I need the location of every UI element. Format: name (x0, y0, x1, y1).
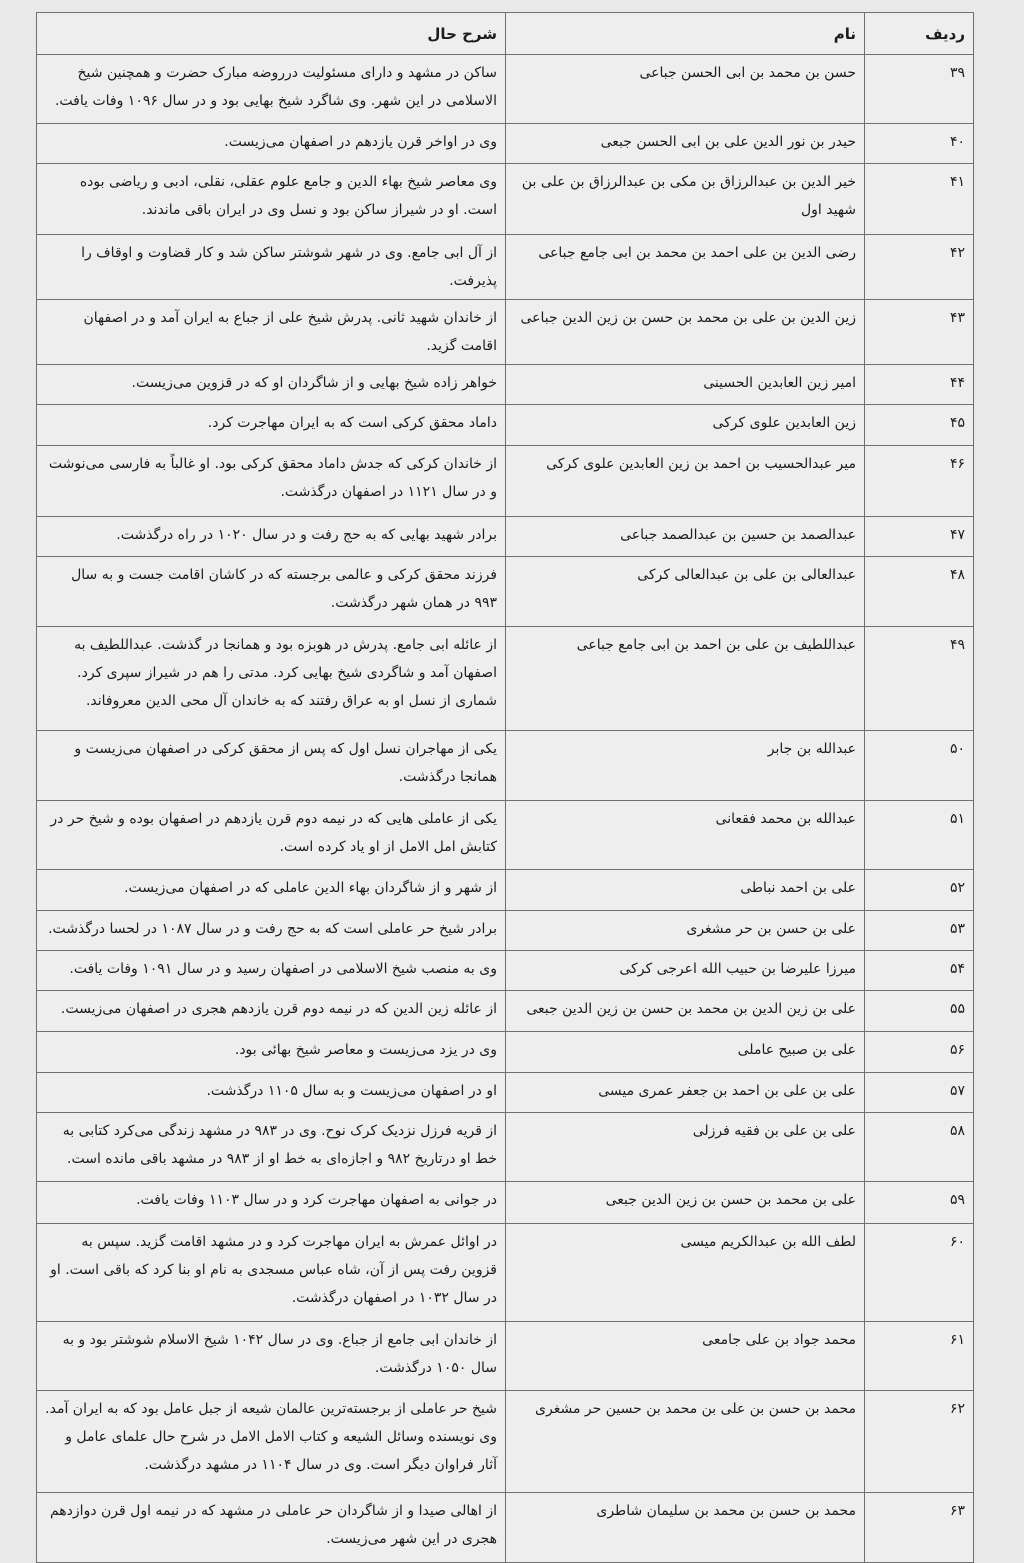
biography-text: از خاندان کرکی که جدش داماد محقق کرکی بود. او غالباً به فارسی می‌نوشت و در سال ۱۱۲۱ در اصفهان درگذشت. (37, 446, 506, 517)
row-number: ۴۴ (865, 365, 974, 405)
person-name: میرزا علیرضا بن حبیب الله اعرجی کرکی (506, 951, 865, 991)
table-row (37, 1182, 974, 1224)
biography-text: از خاندان شهید ثانی. پدرش شیخ علی از جباع به ایران آمد و در اصفهان اقامت گزید. (37, 300, 506, 365)
biography-text: شیخ حر عاملی از برجسته‌ترین عالمان شیعه از جبل عامل بود که به ایران آمد. وی نویسنده وسائل الشیعه و کتاب الامل الامل در شرح حال علمای عامل و آثار فراوان دیگر است. وی در سال ۱۱۰۴ در مشهد درگذشت. (37, 1391, 506, 1493)
row-number: ۴۹ (865, 627, 974, 731)
table-row (37, 446, 974, 517)
row-number: ۵۷ (865, 1073, 974, 1113)
biography-text: از اهالی صیدا و از شاگردان حر عاملی در مشهد که در نیمه اول قرن دوازدهم هجری در این شهر می‌زیست. (37, 1493, 506, 1563)
table-row (37, 627, 974, 731)
table-row (37, 557, 974, 627)
biography-text: در اوائل عمرش به ایران مهاجرت کرد و در مشهد اقامت گزید. سپس به قزوین رفت پس از آن، شاه عباس مسجدی به نام او بنا کرد که باقی است. او در سال ۱۰۳۲ در اصفهان درگذشت. (37, 1224, 506, 1322)
table-row (37, 235, 974, 300)
biography-text: از آل ابی جامع. وی در شهر شوشتر ساکن شد و کار قضاوت و اوقاف را پذیرفت. (37, 235, 506, 300)
table-row (37, 365, 974, 405)
table-header-row (37, 13, 974, 55)
table-row (37, 731, 974, 801)
row-number: ۵۶ (865, 1032, 974, 1073)
table-row (37, 951, 974, 991)
table-row (37, 1113, 974, 1182)
table-row (37, 55, 974, 124)
table-row (37, 991, 974, 1032)
biography-table (36, 12, 974, 1563)
person-name: علی بن محمد بن حسن بن زین الدین جبعی (506, 1182, 865, 1224)
person-name: علی بن علی بن احمد بن جعفر عمری میسی (506, 1073, 865, 1113)
biography-text: وی در یزد می‌زیست و معاصر شیخ بهائی بود. (37, 1032, 506, 1073)
row-number: ۵۹ (865, 1182, 974, 1224)
table-row (37, 1493, 974, 1563)
document-page (36, 12, 974, 1547)
biography-text: داماد محقق کرکی است که به ایران مهاجرت کرد. (37, 405, 506, 446)
person-name: لطف الله بن عبدالکریم میسی (506, 1224, 865, 1322)
row-number: ۵۴ (865, 951, 974, 991)
table-row (37, 300, 974, 365)
row-number: ۶۱ (865, 1322, 974, 1391)
person-name: علی بن صبیح عاملی (506, 1032, 865, 1073)
biography-text: او در اصفهان می‌زیست و به سال ۱۱۰۵ درگذشت. (37, 1073, 506, 1113)
row-number: ۳۹ (865, 55, 974, 124)
table-row (37, 911, 974, 951)
row-number: ۴۷ (865, 517, 974, 557)
biography-text: وی معاصر شیخ بهاء الدین و جامع علوم عقلی، نقلی، ادبی و ریاضی بوده است. او در شیراز ساکن بود و نسل وی در ایران باقی ماندند. (37, 164, 506, 235)
row-number: ۶۲ (865, 1391, 974, 1493)
row-number: ۴۵ (865, 405, 974, 446)
biography-text: خواهر زاده شیخ بهایی و از شاگردان او که در قزوین می‌زیست. (37, 365, 506, 405)
row-number: ۵۱ (865, 801, 974, 870)
header-row-number: ردیف (865, 13, 974, 55)
person-name: رضی الدین بن علی احمد بن محمد بن ابی جامع جباعی (506, 235, 865, 300)
header-biography: شرح حال (37, 13, 506, 55)
row-number: ۴۲ (865, 235, 974, 300)
person-name: عبدالله بن جابر (506, 731, 865, 801)
biography-text: از قریه فرزل نزدیک کرک نوح. وی در ۹۸۳ در مشهد زندگی می‌کرد کتابی به خط او درتاریخ ۹۸۲ و اجازه‌ای به خط او از ۹۸۳ در مشهد باقی مانده است. (37, 1113, 506, 1182)
table-row (37, 164, 974, 235)
person-name: زین العابدین علوی کرکی (506, 405, 865, 446)
row-number: ۴۶ (865, 446, 974, 517)
table-body (37, 55, 974, 1563)
person-name: محمد بن حسن بن علی بن محمد بن حسین حر مشغری (506, 1391, 865, 1493)
table-row (37, 1391, 974, 1493)
person-name: حیدر بن نور الدین علی بن ابی الحسن جبعی (506, 124, 865, 164)
biography-text: از عائله زین الدین که در نیمه دوم قرن یازدهم هجری در اصفهان می‌زیست. (37, 991, 506, 1032)
biography-text: یکی از مهاجران نسل اول که پس از محقق کرکی در اصفهان می‌زیست و همانجا درگذشت. (37, 731, 506, 801)
row-number: ۵۲ (865, 870, 974, 911)
table-row (37, 405, 974, 446)
table-row (37, 124, 974, 164)
row-number: ۴۳ (865, 300, 974, 365)
biography-text: وی در اواخر قرن یازدهم در اصفهان می‌زیست. (37, 124, 506, 164)
person-name: علی بن زین الدین بن محمد بن حسن بن زین الدین جبعی (506, 991, 865, 1032)
person-name: علی بن علی بن فقیه فرزلی (506, 1113, 865, 1182)
person-name: علی بن احمد نباطی (506, 870, 865, 911)
header-name: نام (506, 13, 865, 55)
table-row (37, 517, 974, 557)
biography-text: از خاندان ابی جامع از جباع. وی در سال ۱۰۴۲ شیخ الاسلام شوشتر بود و به سال ۱۰۵۰ درگذشت. (37, 1322, 506, 1391)
row-number: ۵۵ (865, 991, 974, 1032)
person-name: محمد جواد بن علی جامعی (506, 1322, 865, 1391)
row-number: ۴۰ (865, 124, 974, 164)
biography-text: برادر شیخ حر عاملی است که به حج رفت و در سال ۱۰۸۷ در لحسا درگذشت. (37, 911, 506, 951)
row-number: ۵۳ (865, 911, 974, 951)
table-row (37, 1073, 974, 1113)
person-name: محمد بن حسن بن محمد بن سلیمان شاطری (506, 1493, 865, 1563)
biography-text: در جوانی به اصفهان مهاجرت کرد و در سال ۱۱۰۳ وفات یافت. (37, 1182, 506, 1224)
biography-text: ساکن در مشهد و دارای مسئولیت درروضه مبارک حضرت و همچنین شیخ الاسلامی در این شهر. وی شاگرد شیخ بهایی بود و در سال ۱۰۹۶ وفات یافت. (37, 55, 506, 124)
person-name: حسن بن محمد بن ابی الحسن جباعی (506, 55, 865, 124)
row-number: ۶۰ (865, 1224, 974, 1322)
biography-text: از عائله ابی جامع. پدرش در هوبزه بود و همانجا در گذشت. عبداللطیف به اصفهان آمد و شاگردی شیخ بهایی کرد. مدتی را هم در شیراز سپری کرد. شماری از نسل او به عراق رفتند که به خاندان آل محی الدین معروفاند. (37, 627, 506, 731)
table-row (37, 801, 974, 870)
person-name: عبدالله بن محمد فقعانی (506, 801, 865, 870)
row-number: ۴۸ (865, 557, 974, 627)
person-name: عبداللطیف بن علی بن احمد بن ابی جامع جباعی (506, 627, 865, 731)
person-name: عبدالصمد بن حسین بن عبدالصمد جباعی (506, 517, 865, 557)
row-number: ۵۰ (865, 731, 974, 801)
biography-text: یکی از عاملی هایی که در نیمه دوم قرن یازدهم در اصفهان بوده و شیخ حر در کتابش امل الامل از او یاد کرده است. (37, 801, 506, 870)
person-name: عبدالعالی بن علی بن عبدالعالی کرکی (506, 557, 865, 627)
table-row (37, 1322, 974, 1391)
biography-text: وی به منصب شیخ الاسلامی در اصفهان رسید و در سال ۱۰۹۱ وفات یافت. (37, 951, 506, 991)
biography-text: برادر شهید بهایی که به حج رفت و در سال ۱۰۲۰ در راه درگذشت. (37, 517, 506, 557)
table-row (37, 1032, 974, 1073)
biography-text: فرزند محقق کرکی و عالمی برجسته که در کاشان اقامت جست و به سال ۹۹۳ در همان شهر درگذشت. (37, 557, 506, 627)
person-name: میر عبدالحسیب بن احمد بن زین العابدین علوی کرکی (506, 446, 865, 517)
table-row (37, 870, 974, 911)
row-number: ۵۸ (865, 1113, 974, 1182)
biography-text: از شهر و از شاگردان بهاء الدین عاملی که در اصفهان می‌زیست. (37, 870, 506, 911)
person-name: امیر زین العابدین الحسینی (506, 365, 865, 405)
person-name: علی بن حسن بن حر مشغری (506, 911, 865, 951)
row-number: ۶۳ (865, 1493, 974, 1563)
row-number: ۴۱ (865, 164, 974, 235)
person-name: خیر الدین بن عبدالرزاق بن مکی بن عبدالرزاق بن علی بن شهید اول (506, 164, 865, 235)
person-name: زین الدین بن علی بن محمد بن حسن بن زین الدین جباعی (506, 300, 865, 365)
table-row (37, 1224, 974, 1322)
